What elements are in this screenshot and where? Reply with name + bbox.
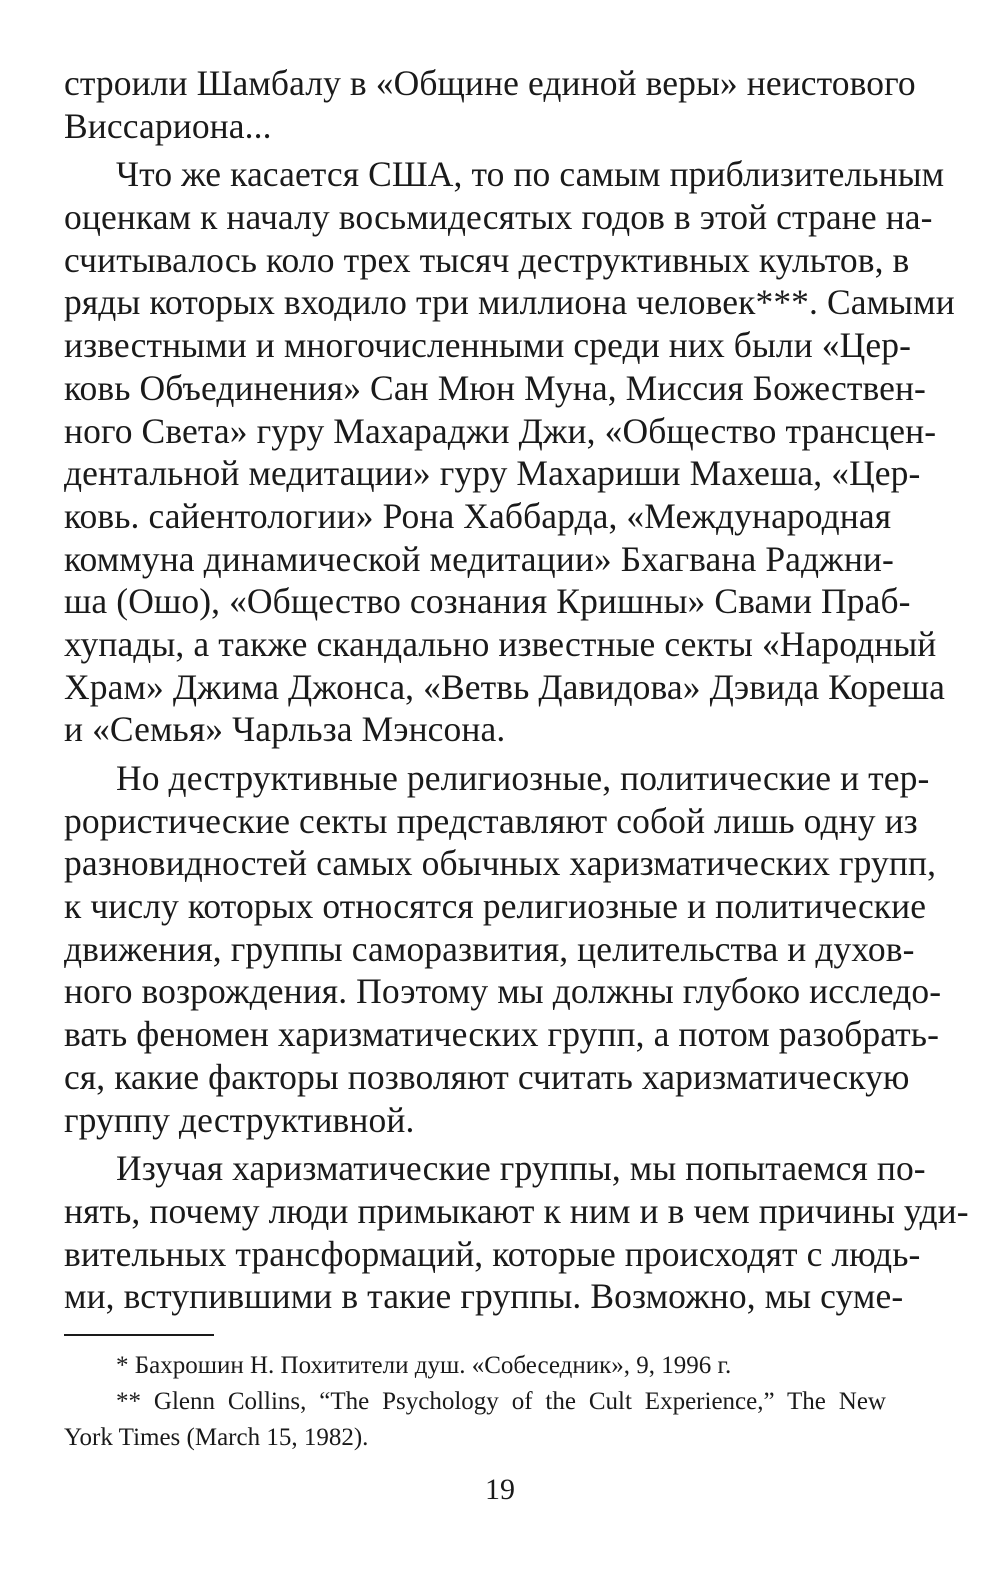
text-line: строили Шамбалу в «Общине единой веры» неистового bbox=[64, 63, 916, 103]
text-line: дентальной медитации» гуру Махариши Махеша, «Цер- bbox=[64, 453, 921, 494]
text-line: Что же касается США, то по самым приблизительным bbox=[116, 154, 945, 195]
text-line: вать феномен харизматических групп, а потом разобрать- bbox=[64, 1014, 939, 1055]
text-line: нять, почему люди примыкают к ним и в чем причины уди- bbox=[64, 1190, 969, 1231]
text-line: коммуна динамической медитации» Бхагвана Раджни- bbox=[64, 538, 894, 579]
footnote-line: York Times (March 15, 1982). bbox=[64, 1424, 369, 1451]
text-line: известными и многочисленными среди них были «Цер- bbox=[64, 325, 912, 366]
text-line: ного Света» гуру Махараджи Джи, «Общество трансцен- bbox=[64, 410, 937, 451]
text-line: ковь Объединения» Сан Мюн Муна, Миссия Божествен- bbox=[64, 367, 926, 408]
paragraph bbox=[64, 62, 916, 147]
paragraph bbox=[64, 757, 942, 1141]
main-text bbox=[64, 62, 969, 1318]
text-line: Виссариона... bbox=[64, 105, 272, 146]
text-line: ковь. сайентологии» Рона Хаббарда, «Международная bbox=[64, 495, 892, 536]
paragraph bbox=[64, 153, 955, 751]
text-line: разновидностей самых обычных харизматических групп, bbox=[64, 843, 937, 884]
text-line: ми, вступившими в такие группы. Возможно, мы суме- bbox=[64, 1276, 904, 1317]
text-line: рористические секты представляют собой лишь одну из bbox=[64, 800, 918, 841]
text-line: ного возрождения. Поэтому мы должны глубоко исследо- bbox=[64, 971, 942, 1012]
footnote-line: * Бахрошин Н. Похитители душ. «Собеседник», 9, 1996 г. bbox=[116, 1352, 732, 1379]
text-line: ряды которых входило три миллиона человек***. Самыми bbox=[64, 282, 955, 323]
text-line: считывалось коло трех тысяч деструктивных культов, в bbox=[64, 239, 910, 280]
text-line: ся, какие факторы позволяют считать харизматическую bbox=[64, 1056, 910, 1097]
text-line: Изучая харизматические группы, мы попытаемся по- bbox=[116, 1148, 926, 1189]
text-line: ша (Ошо), «Общество сознания Кришны» Свами Праб- bbox=[64, 581, 911, 622]
footnotes bbox=[64, 1348, 886, 1456]
text-line: группу деструктивной. bbox=[64, 1099, 415, 1140]
footnote-line: ** Glenn Collins, “The Psychology of the Cult Experience,” The New bbox=[116, 1388, 886, 1415]
text-line: хупады, а также скандально известные секты «Народный bbox=[64, 623, 937, 664]
page-number: 19 bbox=[485, 1473, 515, 1506]
text-line: и «Семья» Чарльза Мэнсона. bbox=[64, 709, 506, 750]
text-line: вительных трансформаций, которые происходят с людь- bbox=[64, 1233, 921, 1274]
text-line: Храм» Джима Джонса, «Ветвь Давидова» Дэвида Кореша bbox=[64, 666, 946, 707]
paragraph bbox=[64, 1147, 969, 1318]
text-line: к числу которых относятся религиозные и политические bbox=[64, 886, 927, 927]
text-line: движения, группы саморазвития, целительства и духов- bbox=[64, 928, 915, 969]
footnote-divider bbox=[64, 1334, 214, 1336]
text-line: оценкам к началу восьмидесятых годов в этой стране на- bbox=[64, 197, 933, 238]
text-line: Но деструктивные религиозные, политические и тер- bbox=[116, 758, 930, 798]
